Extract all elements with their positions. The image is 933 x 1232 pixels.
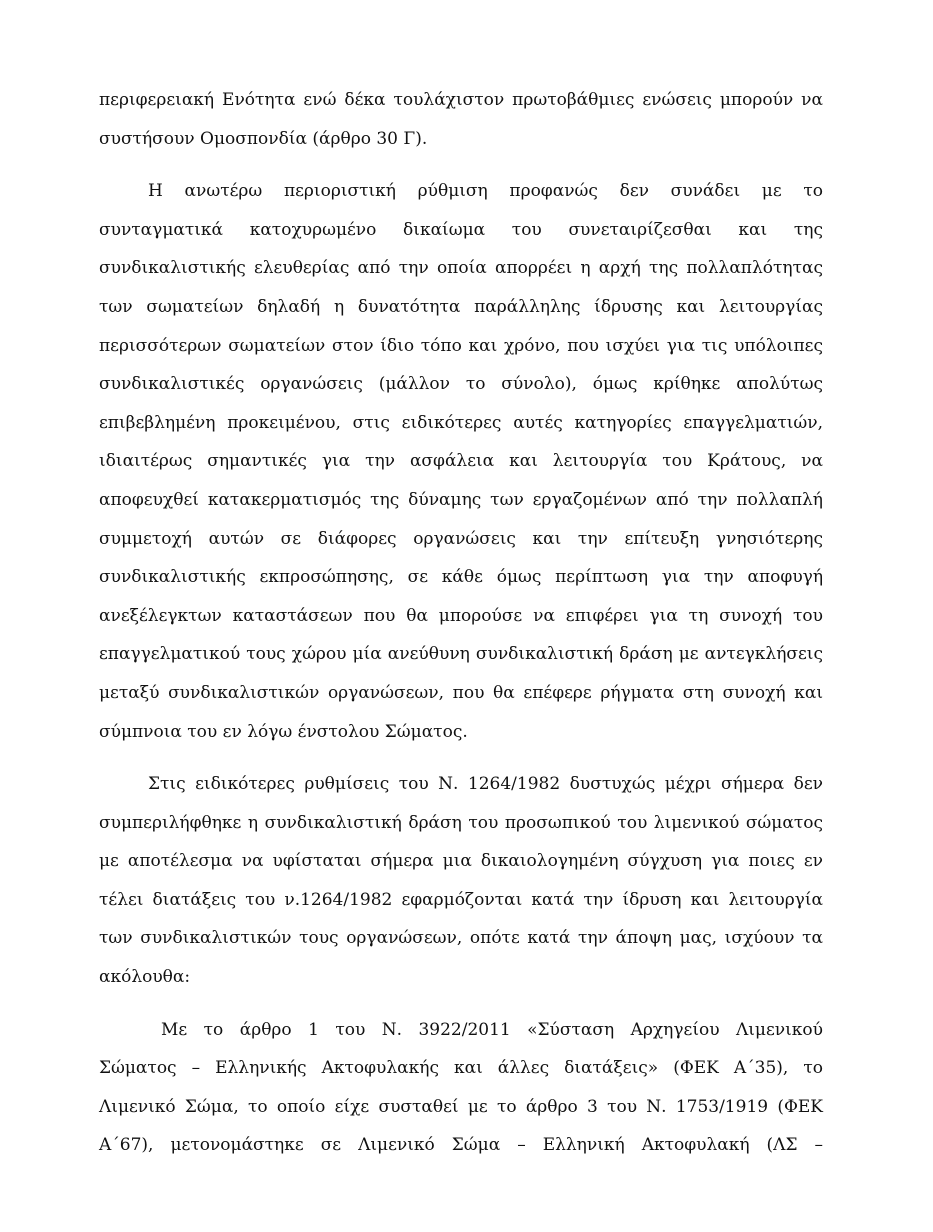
paragraph-4: [99, 1011, 823, 1165]
text-line: συνταγματικά κατοχυρωμένο δικαίωμα του συνεταιρίζεσθαι και της: [99, 219, 823, 240]
text-line: συνδικαλιστικές οργανώσεις (μάλλον το σύνολο), όμως κρίθηκε απολύτως: [99, 374, 823, 395]
paragraph-2: [99, 172, 823, 751]
text-line: συμπεριλήφθηκε η συνδικαλιστική δράση του προσωπικού του λιμενικού σώματος: [99, 812, 823, 833]
text-line: συμμετοχή αυτών σε διάφορες οργανώσεις και την επίτευξη γνησιότερης: [99, 528, 823, 549]
text-line: επιβεβλημένη προκειμένου, στις ειδικότερες αυτές κατηγορίες επαγγελματιών,: [99, 412, 823, 433]
paragraph-1: [99, 81, 823, 158]
text-line: Λιμενικό Σώμα, το οποίο είχε συσταθεί με το άρθρο 3 του Ν. 1753/1919 (ΦΕΚ: [99, 1096, 823, 1117]
text-line: με αποτέλεσμα να υφίσταται σήμερα μια δικαιολογημένη σύγχυση για ποιες εν: [99, 851, 823, 872]
text-line: των συνδικαλιστικών τους οργανώσεων, οπότε κατά την άποψη μας, ισχύουν τα: [99, 928, 823, 949]
text-line: Με το άρθρο 1 του Ν. 3922/2011 «Σύσταση Αρχηγείου Λιμενικού: [161, 1019, 823, 1040]
text-line: συνδικαλιστικής εκπροσώπησης, σε κάθε όμως περίπτωση για την αποφυγή: [99, 567, 823, 588]
text-line: τέλει διατάξεις του ν.1264/1982 εφαρμόζονται κατά την ίδρυση και λειτουργία: [99, 889, 823, 910]
paragraph-3: [99, 765, 823, 997]
text-line: περισσότερων σωματείων στον ίδιο τόπο και χρόνο, που ισχύει για τις υπόλοιπες: [99, 335, 823, 356]
text-line: συνδικαλιστικής ελευθερίας από την οποία απορρέει η αρχή της πολλαπλότητας: [99, 258, 823, 279]
text-line: Α΄67), μετονομάστηκε σε Λιμενικό Σώμα – Ελληνική Ακτοφυλακή (ΛΣ –: [99, 1135, 823, 1156]
text-line: των σωματείων δηλαδή η δυνατότητα παράλληλης ίδρυσης και λειτουργίας: [99, 296, 823, 317]
text-line: συστήσουν Ομοσπονδία (άρθρο 30 Γ).: [99, 128, 428, 149]
text-line: σύμπνοια του εν λόγω ένστολου Σώματος.: [99, 721, 468, 742]
text-line: Στις ειδικότερες ρυθμίσεις του Ν. 1264/1982 δυστυχώς μέχρι σήμερα δεν: [148, 774, 823, 795]
text-line: Σώματος – Ελληνικής Ακτοφυλακής και άλλες διατάξεις» (ΦΕΚ Α΄35), το: [99, 1058, 823, 1079]
text-line: επαγγελματικού τους χώρου μία ανεύθυνη συνδικαλιστική δράση με αντεγκλήσεις: [99, 644, 823, 665]
text-line: Η ανωτέρω περιοριστική ρύθμιση προφανώς δεν συνάδει με το: [148, 181, 823, 202]
text-line: ιδιαιτέρως σημαντικές για την ασφάλεια και λειτουργία του Κράτους, να: [99, 451, 823, 472]
text-line: περιφερειακή Ενότητα ενώ δέκα τουλάχιστον πρωτοβάθμιες ενώσεις μπορούν να: [99, 90, 823, 110]
text-line: μεταξύ συνδικαλιστικών οργανώσεων, που θα επέφερε ρήγματα στη συνοχή και: [99, 682, 823, 703]
text-line: αποφευχθεί κατακερματισμός της δύναμης των εργαζομένων από την πολλαπλή: [99, 489, 823, 510]
text-line: ανεξέλεγκτων καταστάσεων που θα μπορούσε να επιφέρει για τη συνοχή του: [99, 605, 823, 626]
document-page: [99, 81, 823, 1175]
text-line: ακόλουθα:: [99, 967, 191, 988]
